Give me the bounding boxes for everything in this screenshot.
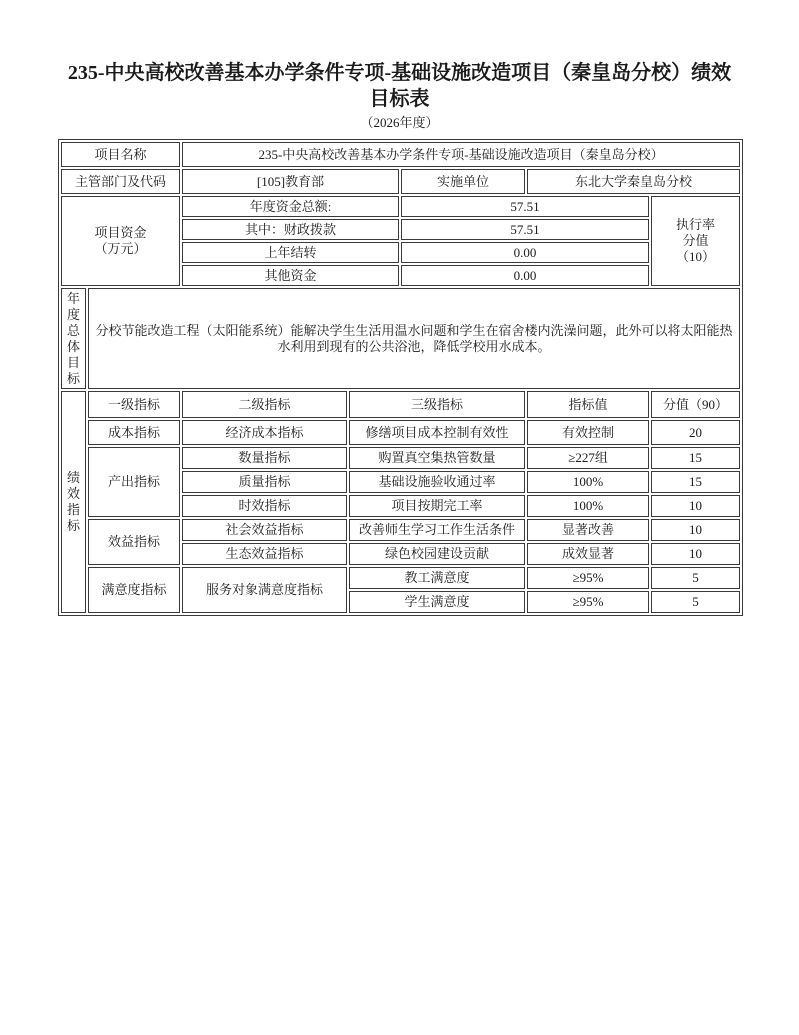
table-row (61, 288, 740, 389)
indicator-score: 15 (651, 447, 740, 469)
indicator-level2: 社会效益指标 (182, 519, 347, 541)
indicator-value: 显著改善 (527, 519, 649, 541)
project-name-label: 项目名称 (61, 142, 180, 167)
funding-total-value: 57.51 (401, 196, 649, 217)
table-row (61, 169, 740, 194)
indicator-level2: 数量指标 (182, 447, 347, 469)
funding-fiscal-label: 其中：财政拨款 (182, 219, 399, 240)
header-level3: 三级指标 (349, 391, 525, 418)
funding-section-label (61, 196, 180, 286)
indicator-level2: 经济成本指标 (182, 420, 347, 445)
annual-goal-text: 分校节能改造工程（太阳能系统）能解决学生生活用温水问题和学生在宿舍楼内洗澡问题，此外可以将太阳能热水利用到现有的公共浴池，降低学校用水成本。 (88, 288, 740, 389)
document-title: 235-中央高校改善基本办学条件专项-基础设施改造项目（秦皇岛分校）绩效目标表 (67, 62, 732, 110)
table-row (61, 196, 740, 217)
funding-fiscal-value: 57.51 (401, 219, 649, 240)
indicator-level3: 购置真空集热管数量 (349, 447, 525, 469)
funding-label-line2: （万元） (94, 241, 147, 256)
indicator-value: 成效显著 (527, 543, 649, 565)
indicators-section-label (61, 391, 86, 613)
indicator-score: 10 (651, 543, 740, 565)
performance-target-table (58, 139, 743, 616)
document-subtitle: （2026年度） (360, 115, 439, 130)
indicator-value: 100% (527, 471, 649, 493)
indicator-level3: 基础设施验收通过率 (349, 471, 525, 493)
funding-carryover-value: 0.00 (401, 242, 649, 263)
table-row (61, 519, 740, 541)
indicator-value: 有效控制 (527, 420, 649, 445)
indicator-level3: 改善师生学习工作生活条件 (349, 519, 525, 541)
indicator-score: 5 (651, 567, 740, 589)
department-label: 主管部门及代码 (61, 169, 180, 194)
indicator-level1: 效益指标 (88, 519, 180, 565)
table-row (61, 142, 740, 167)
table-row (61, 567, 740, 589)
indicator-level1: 满意度指标 (88, 567, 180, 613)
header-score: 分值（90） (651, 391, 740, 418)
execution-rate-line3: （10） (676, 249, 716, 264)
implement-unit-value: 东北大学秦皇岛分校 (527, 169, 740, 194)
funding-other-label: 其他资金 (182, 265, 399, 286)
indicator-level3: 项目按期完工率 (349, 495, 525, 517)
indicator-level2: 服务对象满意度指标 (182, 567, 347, 613)
funding-label-line1: 项目资金 (94, 225, 147, 240)
execution-rate-score-label (651, 196, 740, 286)
department-value: [105]教育部 (182, 169, 399, 194)
indicator-value: ≥95% (527, 567, 649, 589)
indicator-level1: 产出指标 (88, 447, 180, 517)
execution-rate-line1: 执行率 (676, 217, 716, 232)
indicators-section-label-text: 绩效指标 (66, 470, 80, 533)
indicator-score: 10 (651, 519, 740, 541)
header-level1: 一级指标 (88, 391, 180, 418)
indicator-level3: 教工满意度 (349, 567, 525, 589)
indicator-level3: 学生满意度 (349, 591, 525, 613)
table-row (61, 420, 740, 445)
indicator-score: 5 (651, 591, 740, 613)
indicator-level3: 修缮项目成本控制有效性 (349, 420, 525, 445)
indicator-level3: 绿色校园建设贡献 (349, 543, 525, 565)
indicator-level1: 成本指标 (88, 420, 180, 445)
indicator-value: 100% (527, 495, 649, 517)
indicator-level2: 质量指标 (182, 471, 347, 493)
annual-goal-label-text: 年度总体目标 (66, 290, 80, 386)
indicator-level2: 生态效益指标 (182, 543, 347, 565)
table-row (61, 447, 740, 469)
funding-other-value: 0.00 (401, 265, 649, 286)
indicator-score: 10 (651, 495, 740, 517)
annual-goal-label (61, 288, 86, 389)
indicator-value: ≥95% (527, 591, 649, 613)
funding-carryover-label: 上年结转 (182, 242, 399, 263)
header-value: 指标值 (527, 391, 649, 418)
indicator-level2: 时效指标 (182, 495, 347, 517)
header-level2: 二级指标 (182, 391, 347, 418)
funding-total-label: 年度资金总额: (182, 196, 399, 217)
indicator-score: 20 (651, 420, 740, 445)
implement-unit-label: 实施单位 (401, 169, 525, 194)
table-row (61, 391, 740, 418)
indicator-score: 15 (651, 471, 740, 493)
indicator-value: ≥227组 (527, 447, 649, 469)
execution-rate-line2: 分值 (682, 233, 709, 248)
project-name-value: 235-中央高校改善基本办学条件专项-基础设施改造项目（秦皇岛分校） (182, 142, 740, 167)
